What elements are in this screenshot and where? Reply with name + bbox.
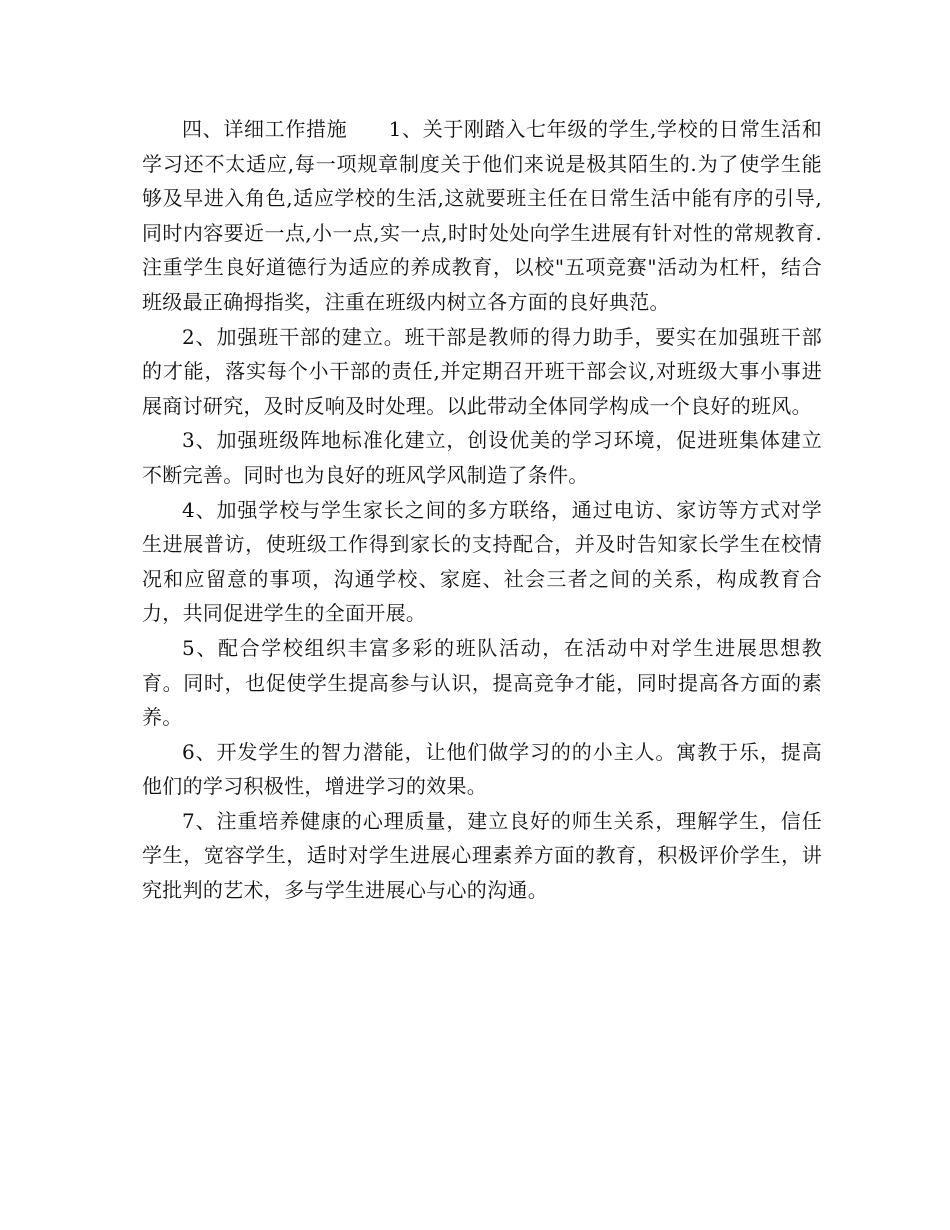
paragraph-mental-health: 7、注重培养健康的心理质量，建立良好的师生关系，理解学生，信任学生，宽容学生，适时对学生进展心理素养方面的教育，积极评价学生，讲究批判的艺术，多与学生进展心与心的沟通。: [142, 808, 822, 903]
paragraph-intellectual-potential: 6、开发学生的智力潜能，让他们做学习的的小主人。寓教于乐，提高他们的学习积极性，增进学习的效果。: [142, 739, 822, 799]
paragraph-class-environment: 3、加强班级阵地标准化建立，创设优美的学习环境，促进班集体建立不断完善。同时也为良好的班风学风制造了条件。: [142, 428, 822, 487]
paragraph-class-activities: 5、配合学校组织丰富多彩的班队活动，在活动中对学生进展思想教育。同时，也促使学生提高参与认识，提高竞争才能，同时提高各方面的素养。: [142, 635, 822, 730]
document-body: [142, 112, 822, 908]
paragraph-parent-contact: 4、加强学校与学生家长之间的多方联络，通过电访、家访等方式对学生进展普访，使班级工作得到家长的支持配合，并及时告知家长学生在校情况和应留意的事项，沟通学校、家庭、社会三者之间的关系，构成教育合力，共同促进学生的全面开展。: [142, 497, 822, 626]
paragraph-work-measures-intro: 四、详细工作措施 1、关于刚踏入七年级的学生,学校的日常生活和学习还不太适应,每一项规章制度关于他们来说是极其陌生的.为了使学生能够及早进入角色,适应学校的生活,这就要班主任在日常生活中能有序的引导,同时内容要近一点,小一点,实一点,时时处处向学生进展有针对性的常规教育.注重学生良好道德行为适应的养成教育，以校"五项竞赛"活动为杠杆，结合班级最正确拇指奖，注重在班级内树立各方面的良好典范。: [142, 117, 822, 314]
paragraph-class-cadre: 2、加强班干部的建立。班干部是教师的得力助手，要实在加强班干部的才能，落实每个小干部的责任,并定期召开班干部会议,对班级大事小事进展商讨研究，及时反响及时处理。以此带动全体同学构成一个良好的班风。: [142, 324, 822, 418]
